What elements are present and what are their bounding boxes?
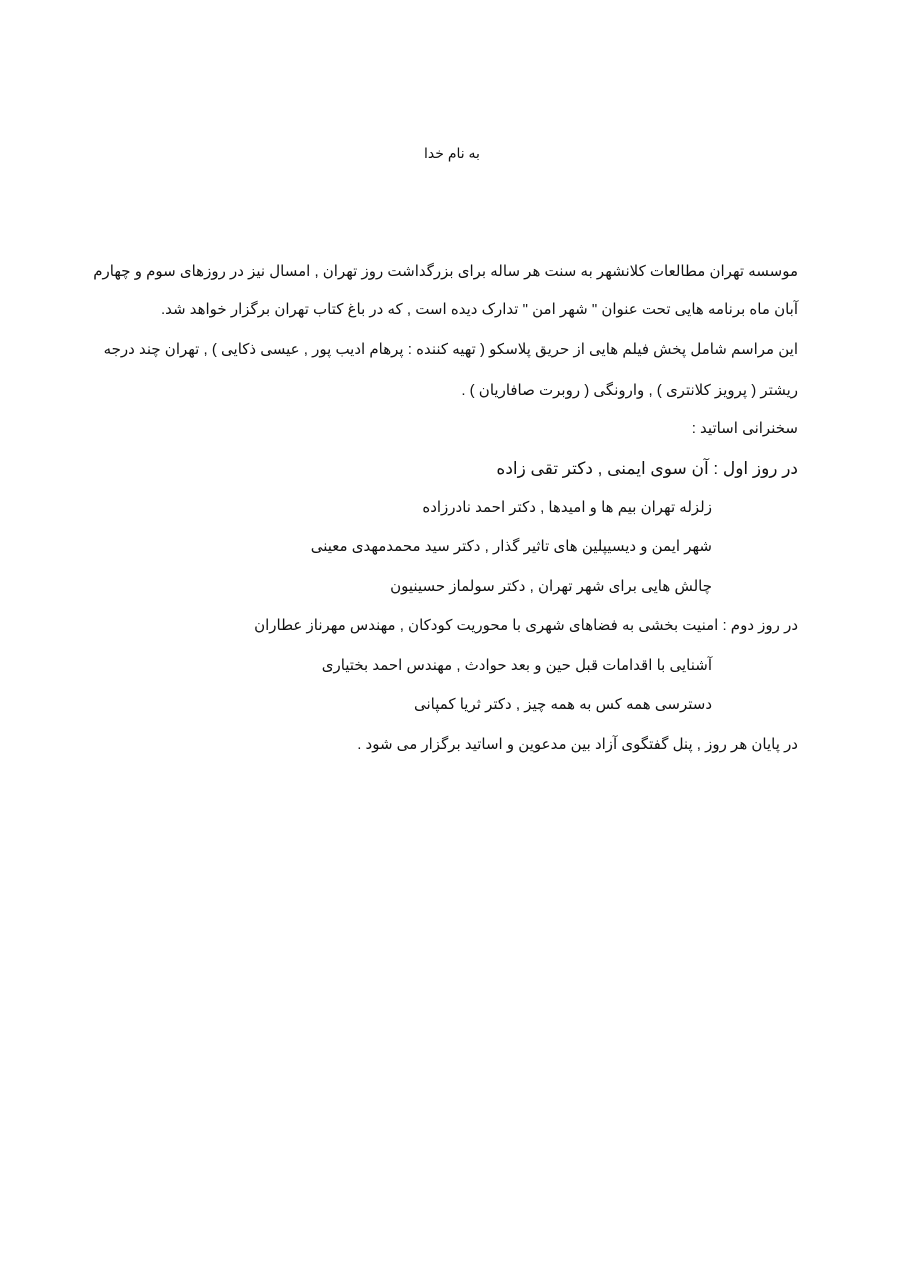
day2-talk: آشنایی با اقدامات قبل حین و بعد حوادث , مهندس احمد بختیاری (321, 657, 712, 674)
day1-talk: زلزله تهران بیم ها و امیدها , دکتر احمد نادرزاده (422, 499, 712, 516)
day1-talk: چالش هایی برای شهر تهران , دکتر سولماز حسینیون (390, 578, 712, 595)
paragraph2-line1: این مراسم شامل پخش فیلم هایی از حریق پلاسکو ( تهیه کننده : پرهام ادیب پور , عیسی ذکایی ) , تهران چند درجه (103, 341, 798, 358)
speakers-heading: سخنرانی اساتید : (691, 420, 798, 437)
document-title: به نام خدا (424, 145, 480, 161)
paragraph2-line2: ریشتر ( پرویز کلانتری ) , وارونگی ( روبرت صافاریان ) . (461, 382, 798, 399)
closing-line: در پایان هر روز , پنل گفتگوی آزاد بین مدعوین و اساتید برگزار می شود . (357, 736, 798, 753)
day2-talk: دسترسی همه کس به همه چیز , دکتر ثریا کمپانی (413, 696, 712, 713)
day2-intro: در روز دوم : امنیت بخشی به فضاهای شهری با محوریت کودکان , مهندس مهرناز عطاران (254, 617, 798, 634)
day1-intro: در روز اول : آن سوی ایمنی , دکتر تقی زاده (496, 459, 798, 478)
paragraph1-line2: آبان ماه برنامه هایی تحت عنوان " شهر امن " تدارک دیده است , که در باغ کتاب تهران برگزار خواهد شد. (160, 301, 798, 318)
paragraph1-line1: موسسه تهران مطالعات کلانشهر به سنت هر ساله برای بزرگداشت روز تهران , امسال نیز در روزهای سوم و چهارم (93, 263, 798, 280)
day1-talk: شهر ایمن و دیسیپلین های تاثیر گذار , دکتر سید محمدمهدی معینی (310, 538, 712, 555)
